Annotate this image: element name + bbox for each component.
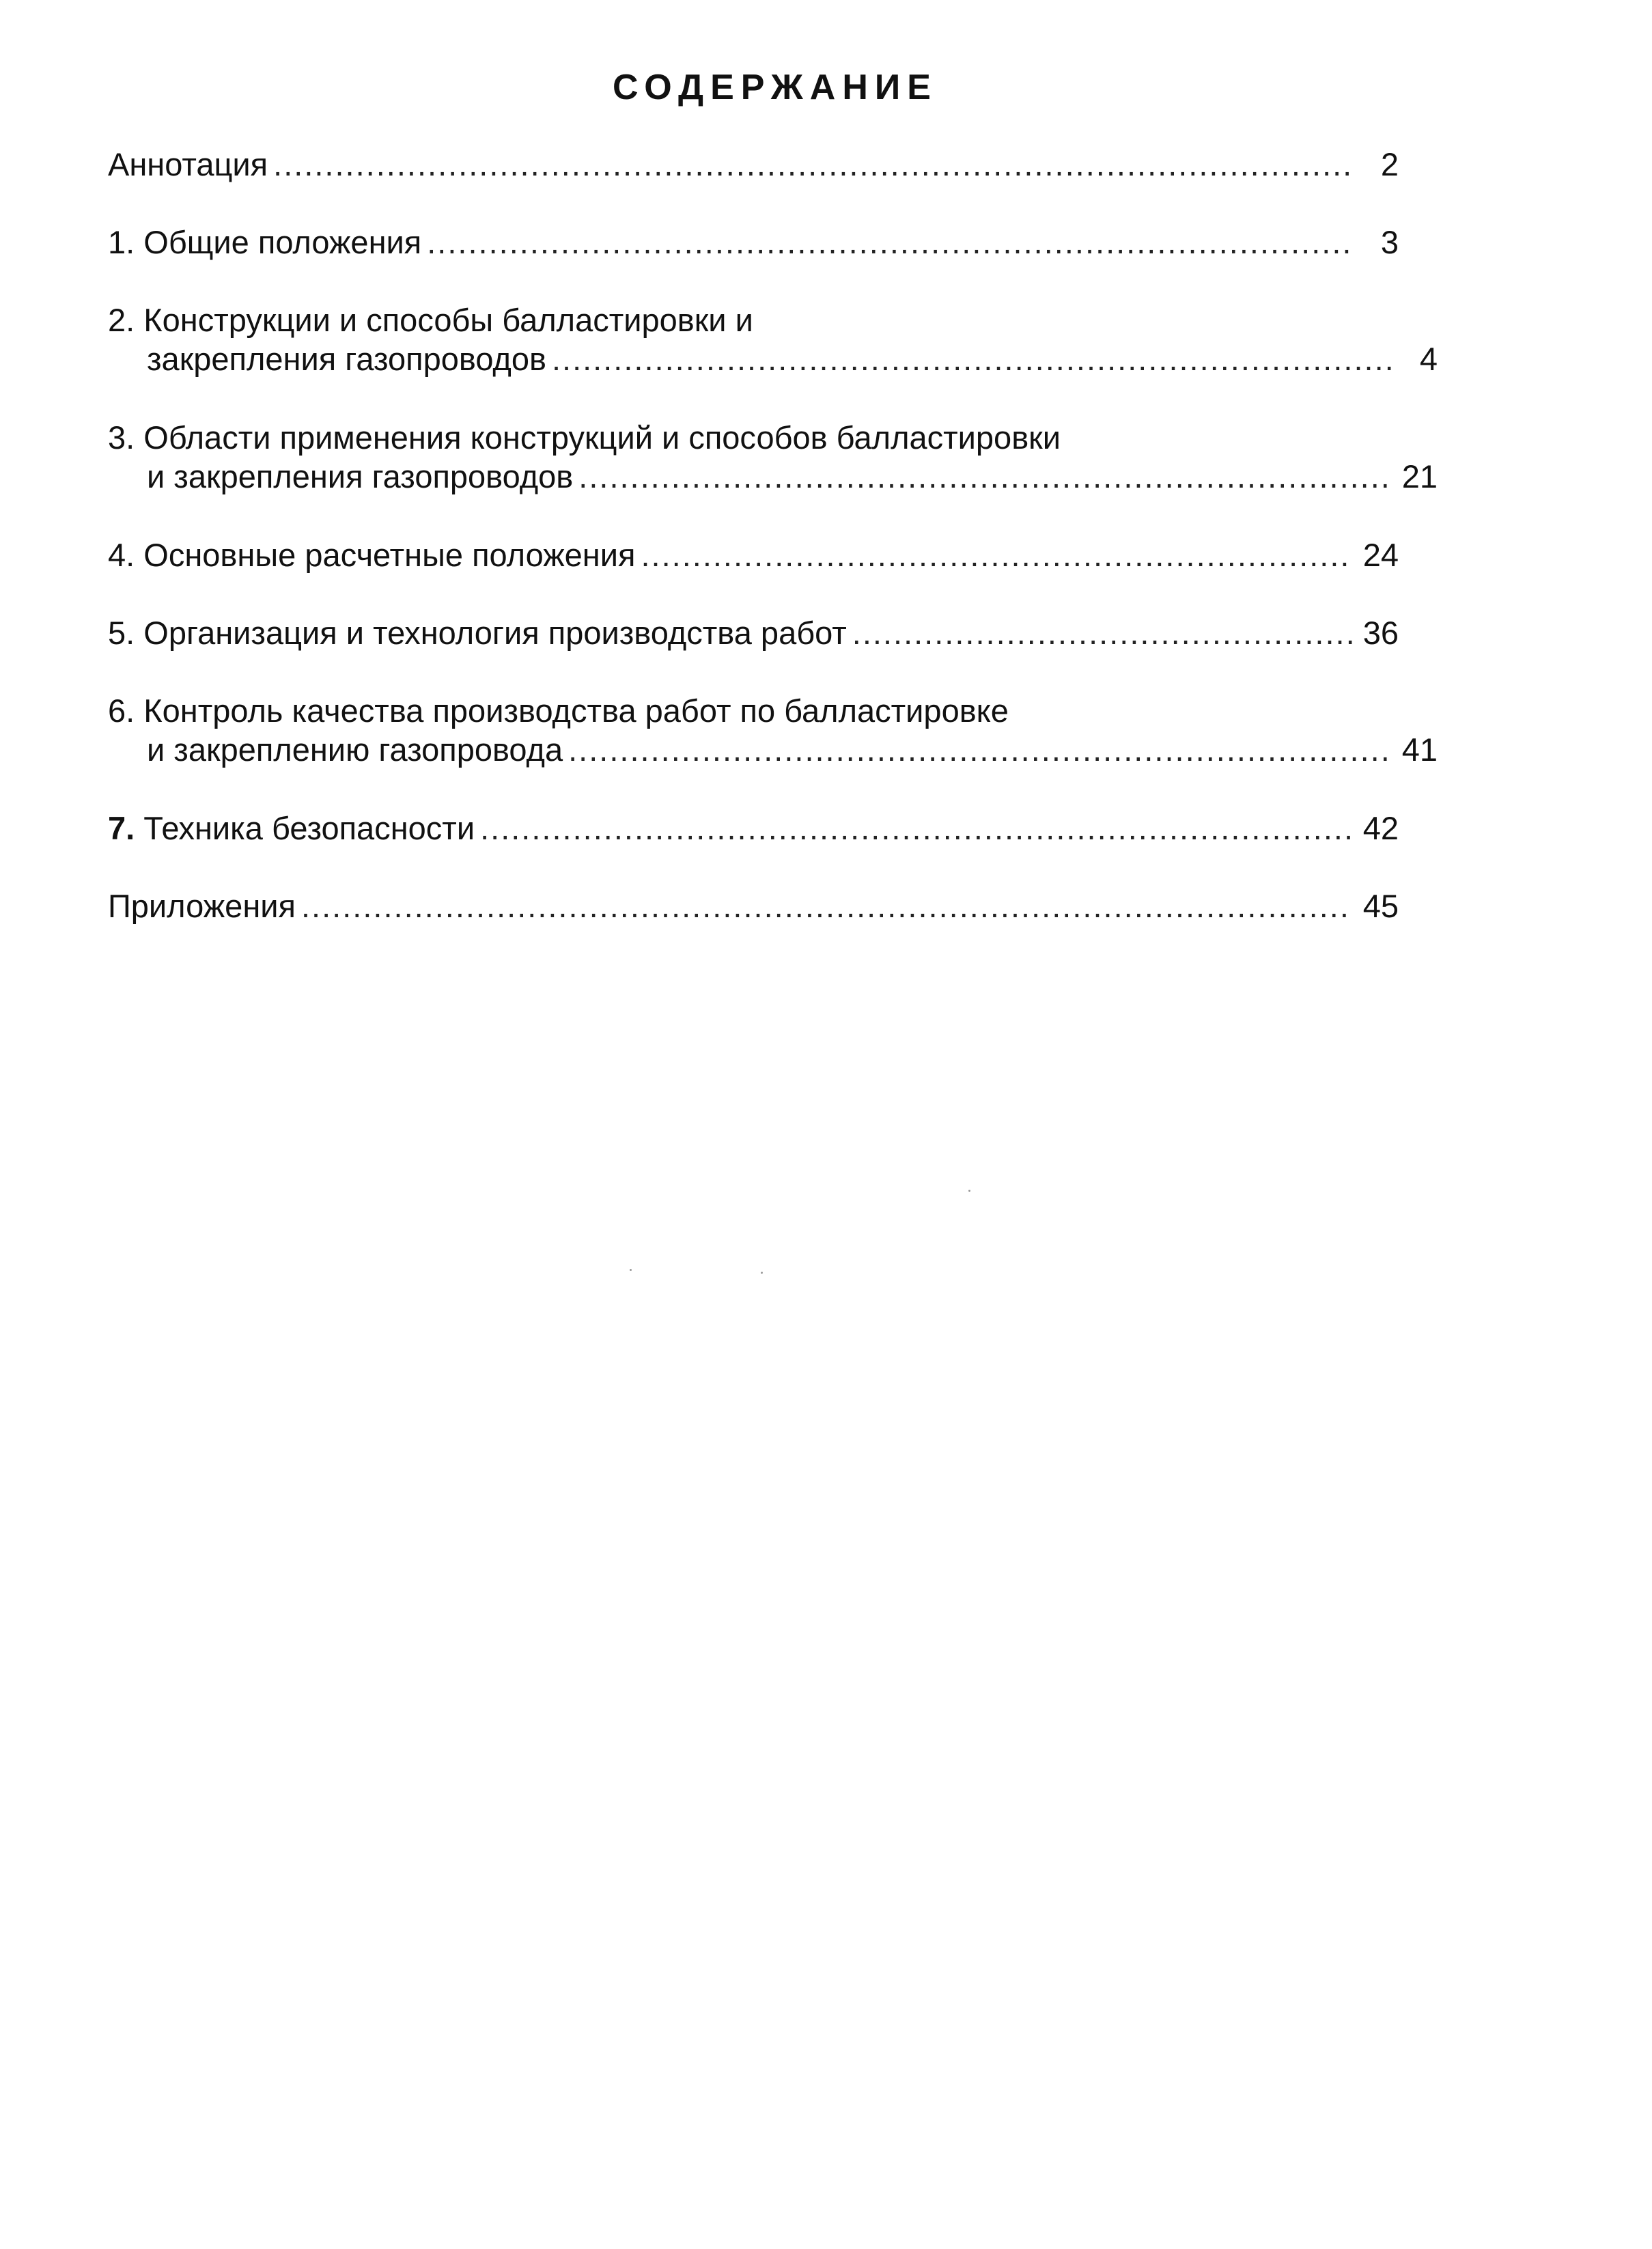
dot-leader — [301, 886, 1352, 925]
toc-entry-line — [108, 418, 1399, 457]
toc-entry-line — [108, 886, 1399, 925]
toc-page-number: 42 — [1362, 810, 1399, 846]
toc-entry-text-continued: и закрепления газопроводов — [147, 458, 574, 494]
dot-leader — [568, 730, 1391, 769]
toc-entry-number: 1. — [108, 224, 144, 260]
toc-entry-line-continued — [108, 730, 1438, 769]
scan-speck — [761, 1272, 763, 1274]
toc-entry-2 — [108, 301, 1438, 378]
toc-entry-text: Аннотация — [108, 146, 268, 182]
toc-page-number: 3 — [1380, 224, 1399, 260]
toc-entry-number: 6. — [108, 693, 144, 729]
toc-page-number: 45 — [1362, 888, 1399, 924]
toc-entry-appendices — [108, 886, 1399, 925]
toc-entry-line-continued — [108, 457, 1438, 496]
toc-entry-text: Общие положения — [143, 224, 422, 260]
toc-entry-number: 5. — [108, 615, 144, 651]
dot-leader — [552, 339, 1391, 378]
toc-entry-text: Приложения — [108, 888, 296, 924]
toc-title: СОДЕРЖАНИЕ — [613, 68, 938, 107]
dot-leader — [480, 809, 1352, 848]
toc-entry-line — [108, 301, 1399, 339]
dot-leader — [273, 145, 1352, 184]
toc-page-number: 36 — [1362, 615, 1399, 651]
toc-entry-line — [108, 691, 1399, 730]
toc-page-number: 4 — [1419, 341, 1438, 377]
toc-entry-number: 4. — [108, 537, 144, 573]
toc-entry-line — [108, 535, 1399, 574]
toc-entry-number: 3. — [108, 419, 144, 456]
toc-entry-line-continued — [108, 339, 1438, 378]
toc-page-number: 2 — [1380, 146, 1399, 182]
toc-entry-text: Контроль качества производства работ по балластировке — [143, 693, 1009, 729]
toc-page-number: 21 — [1401, 458, 1438, 494]
toc-entry-5 — [108, 613, 1399, 652]
toc-entry-3 — [108, 418, 1438, 496]
toc-entry-number: 2. — [108, 302, 144, 338]
toc-entry-line — [108, 809, 1399, 848]
toc-entry-line — [108, 613, 1399, 652]
scan-speck — [968, 1190, 970, 1192]
dot-leader — [641, 535, 1352, 574]
toc-page-number: 24 — [1362, 537, 1399, 573]
toc-entry-text: Конструкции и способы балластировки и — [143, 302, 753, 338]
dot-leader — [852, 613, 1352, 652]
scan-speck — [630, 1269, 632, 1271]
toc-entry-text-continued: закрепления газопроводов — [147, 341, 546, 377]
toc-entry-text: Техника безопасности — [143, 810, 475, 846]
toc-entry-7 — [108, 809, 1399, 848]
dot-leader — [427, 223, 1352, 262]
toc-entry-6 — [108, 691, 1438, 769]
dot-leader — [578, 457, 1391, 496]
toc-entry-line — [108, 145, 1399, 184]
toc-entry-text: Организация и технология производства работ — [143, 615, 847, 651]
toc-entry-text: Области применения конструкций и способов балластировки — [143, 419, 1061, 456]
toc-entry-text: Основные расчетные положения — [143, 537, 636, 573]
toc-entry-number: 7. — [108, 810, 144, 846]
toc-entry-4 — [108, 535, 1399, 574]
toc-entry-annotation — [108, 145, 1399, 184]
toc-entry-text-continued: и закреплению газопровода — [147, 731, 563, 768]
toc-entry-1 — [108, 223, 1399, 262]
toc-page-number: 41 — [1401, 731, 1438, 768]
toc-entry-line — [108, 223, 1399, 262]
